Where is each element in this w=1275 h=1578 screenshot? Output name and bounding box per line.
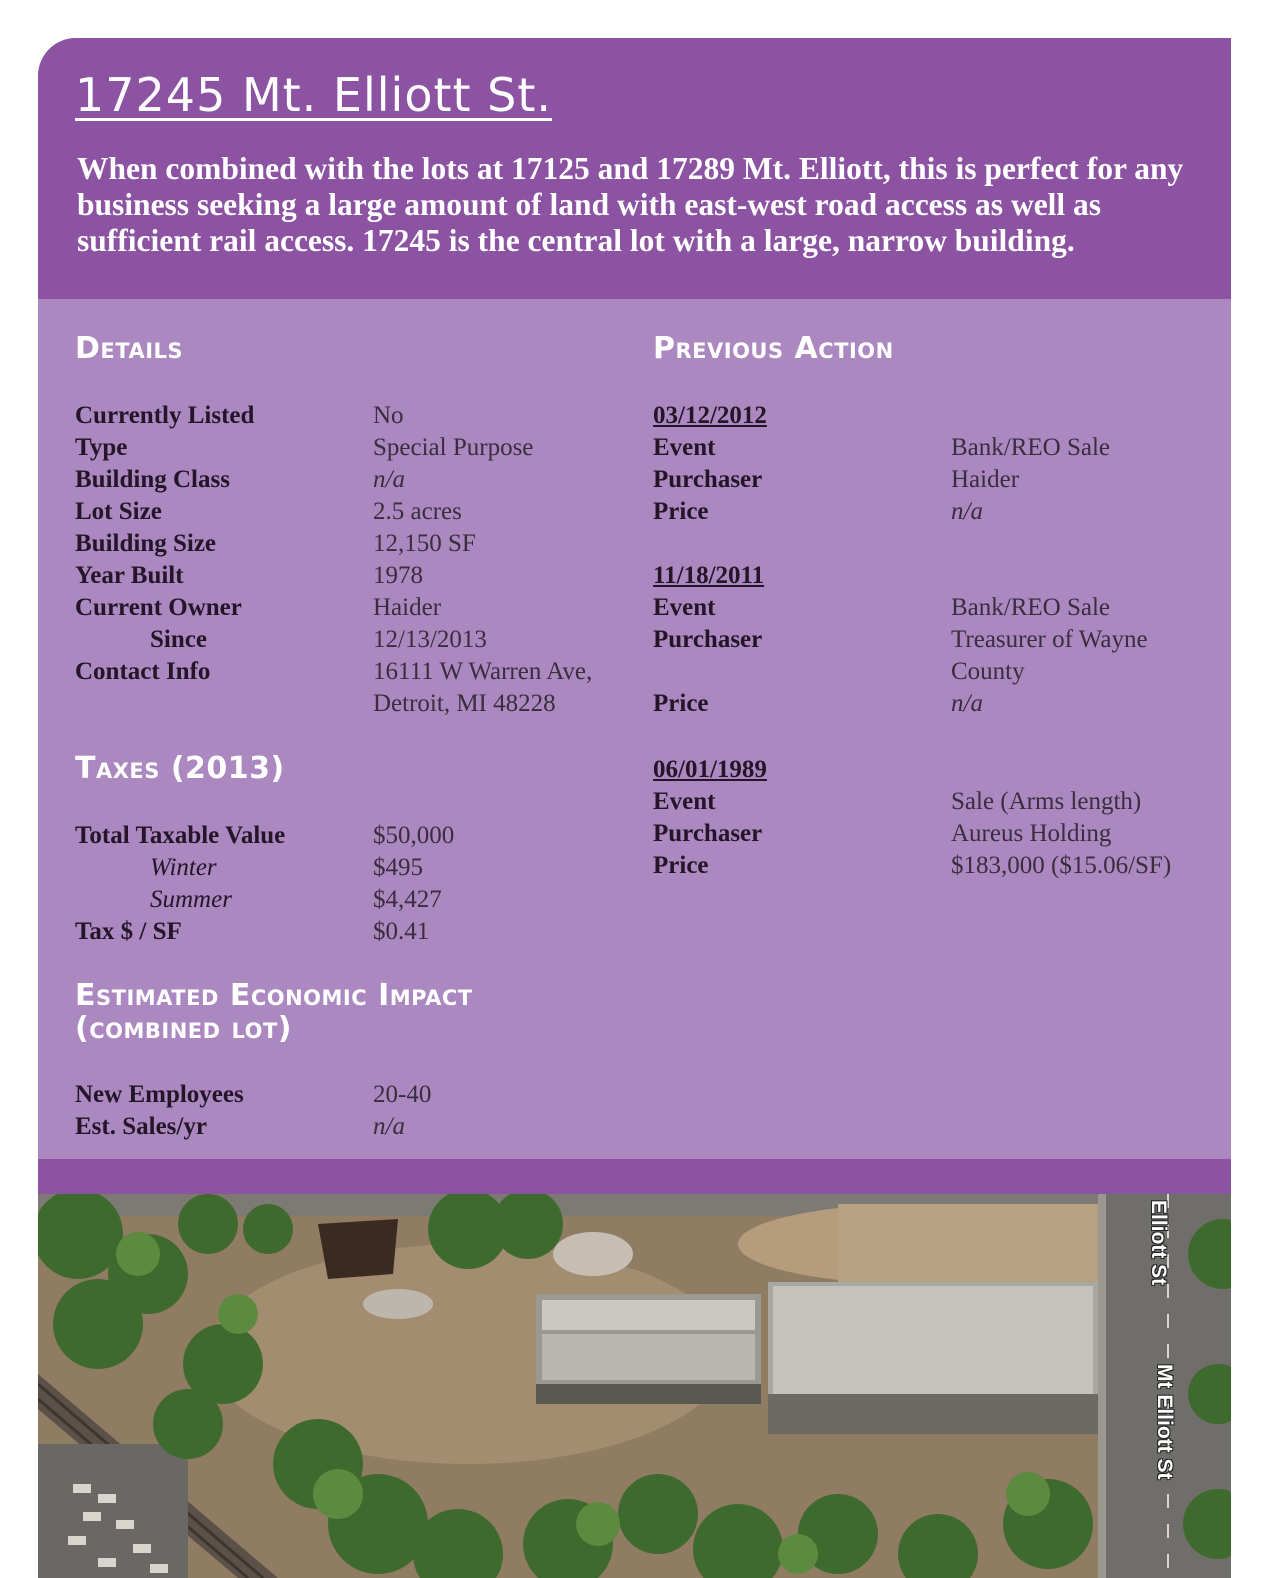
action-value: Bank/REO Sale [951, 594, 1111, 621]
detail-row [75, 496, 615, 528]
detail-value: Haider [373, 594, 442, 621]
detail-label: Type [75, 434, 128, 461]
action-label: Event [653, 594, 716, 621]
action-row [653, 592, 1213, 624]
detail-row [75, 656, 615, 720]
detail-row [75, 624, 615, 656]
header-banner [38, 38, 1231, 299]
detail-row [75, 432, 615, 464]
detail-value: 12,150 SF [373, 530, 476, 557]
action-value: $183,000 ($15.06/SF) [951, 852, 1172, 879]
detail-label: Currently Listed [75, 402, 255, 429]
impact-value: n/a [373, 1113, 405, 1140]
action-label: Price [653, 498, 709, 525]
aerial-image [38, 1194, 1231, 1578]
detail-label: Current Owner [75, 594, 242, 621]
action-row [653, 850, 1213, 882]
tax-value: $495 [373, 854, 423, 881]
property-card [38, 38, 1231, 1578]
page-title: 17245 Mt. Elliott St. [75, 68, 553, 122]
street-label-bottom: Mt Elliott St [1153, 1364, 1176, 1480]
tax-label: Winter [150, 854, 217, 881]
action-label: Price [653, 852, 709, 879]
action-date: 11/18/2011 [653, 562, 765, 589]
detail-label: Building Class [75, 466, 230, 493]
impact-label: Est. Sales/yr [75, 1113, 207, 1140]
impact-heading [75, 979, 473, 1045]
detail-label: Building Size [75, 530, 217, 557]
action-value: Haider [951, 466, 1020, 493]
action-row [653, 688, 1213, 720]
action-row [653, 432, 1213, 464]
action-label: Price [653, 690, 709, 717]
tax-value: $4,427 [373, 886, 442, 913]
impact-value: 20-40 [373, 1081, 432, 1108]
detail-value: 12/13/2013 [373, 626, 487, 653]
action-value: Treasurer of Wayne [951, 626, 1148, 653]
detail-row [75, 560, 615, 592]
tax-value: $50,000 [373, 822, 455, 849]
action-label: Purchaser [653, 626, 763, 653]
impact-heading-line2: (combined lot) [75, 1011, 293, 1046]
action-label: Event [653, 788, 716, 815]
taxes-heading: Taxes (2013) [75, 751, 285, 786]
action-label: Purchaser [653, 820, 763, 847]
info-section [38, 299, 1231, 1159]
impact-label: New Employees [75, 1081, 244, 1108]
action-row [653, 464, 1213, 496]
action-row [653, 818, 1213, 850]
detail-row [75, 400, 615, 432]
detail-row [75, 464, 615, 496]
detail-value: 16111 W Warren Ave, [373, 658, 593, 685]
action-value: Sale (Arms length) [951, 788, 1142, 815]
impact-row [75, 1111, 615, 1143]
impact-row [75, 1079, 615, 1111]
intro-paragraph: When combined with the lots at 17125 and 17289 Mt. Elliott, this is perfect for any business seeking a large amount of land with east-west road access as well as sufficient rail access. 17245 is the central lot with a large, narrow building. [77, 151, 1184, 258]
action-row [653, 624, 1213, 688]
tax-value: $0.41 [373, 918, 430, 945]
detail-label: Contact Info [75, 658, 211, 685]
action-date-row [653, 754, 1213, 786]
action-row [653, 496, 1213, 528]
detail-label: Year Built [75, 562, 184, 589]
action-value: n/a [951, 498, 983, 525]
impact-heading-line1: Estimated Economic Impact [75, 978, 473, 1013]
detail-row [75, 528, 615, 560]
aerial-photo [38, 1194, 1231, 1578]
action-date-row [653, 400, 1213, 432]
action-value: n/a [951, 690, 983, 717]
tax-row [75, 820, 615, 852]
detail-value: 2.5 acres [373, 498, 462, 525]
detail-label: Since [150, 626, 207, 653]
action-value-line2: County [951, 658, 1025, 685]
tax-label: Total Taxable Value [75, 822, 286, 849]
tax-row [75, 916, 615, 948]
street-label-top: Elliott St [1147, 1200, 1170, 1286]
action-label: Purchaser [653, 466, 763, 493]
action-date: 06/01/1989 [653, 756, 767, 783]
action-label: Event [653, 434, 716, 461]
action-row [653, 786, 1213, 818]
divider-band [38, 1159, 1231, 1194]
tax-label: Tax $ / SF [75, 918, 182, 945]
tax-row [75, 884, 615, 916]
detail-value: Special Purpose [373, 434, 534, 461]
detail-value: No [373, 402, 404, 429]
details-heading: Details [75, 331, 184, 366]
action-date-row [653, 560, 1213, 592]
tax-row [75, 852, 615, 884]
detail-value: n/a [373, 466, 405, 493]
detail-value-line2: Detroit, MI 48228 [373, 690, 556, 717]
detail-label: Lot Size [75, 498, 162, 525]
previous-action-heading: Previous Action [653, 331, 894, 366]
detail-value: 1978 [373, 562, 423, 589]
action-date: 03/12/2012 [653, 402, 767, 429]
action-value: Bank/REO Sale [951, 434, 1111, 461]
action-value: Aureus Holding [951, 820, 1112, 847]
detail-row [75, 592, 615, 624]
tax-label: Summer [150, 886, 232, 913]
